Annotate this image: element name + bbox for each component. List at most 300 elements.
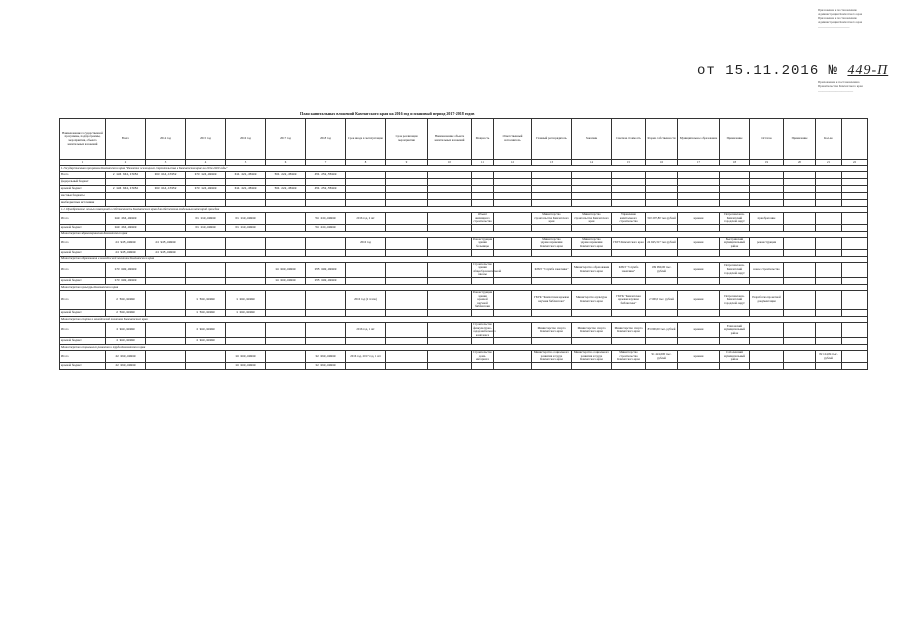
info-cell	[572, 249, 612, 256]
amount-cell: 2 500,00000	[106, 290, 146, 309]
info-cell	[494, 179, 532, 186]
amount-cell: 373 124,00000	[186, 172, 226, 179]
amount-cell	[306, 338, 346, 345]
info-cell: Министерство строительства Камчатского края	[572, 213, 612, 225]
amount-cell: 180 464,00000	[106, 224, 146, 231]
info-cell	[346, 277, 386, 284]
info-cell	[494, 186, 532, 193]
info-cell	[428, 186, 472, 193]
amount-cell: 1 500,00000	[186, 309, 226, 316]
info-cell	[784, 237, 816, 249]
info-cell: Министерство спорта Камчатского края	[612, 322, 646, 337]
info-cell	[494, 200, 532, 207]
amount-cell	[186, 363, 226, 370]
amount-cell: 4 980,00000	[186, 322, 226, 337]
info-cell: краевая	[678, 262, 720, 277]
info-cell: 2016 год	[346, 237, 386, 249]
info-cell	[750, 309, 784, 316]
row-label: Итого	[60, 322, 106, 337]
info-cell	[750, 172, 784, 179]
amount-cell	[226, 262, 266, 277]
info-cell: Строительство дома-интерната	[473, 350, 492, 362]
info-cell: 2016 год, 2 шт	[346, 213, 386, 225]
info-cell: КГКУ "Служба заказчика"	[532, 262, 572, 277]
info-cell	[494, 290, 532, 309]
info-cell	[346, 186, 386, 193]
info-cell	[784, 213, 816, 225]
row-label: краевой бюджет	[60, 363, 106, 370]
amount-cell: 4 980,00000	[106, 322, 146, 337]
row-label: Итого	[60, 237, 106, 249]
info-cell: 2016 год (2 этапа)	[346, 290, 386, 309]
info-cell	[720, 363, 750, 370]
info-cell: 83 000,00 тыс. рублей	[646, 322, 678, 337]
info-cell	[720, 338, 750, 345]
info-cell	[784, 363, 816, 370]
info-cell	[612, 200, 646, 207]
amount-cell: 58 244,00000	[306, 213, 346, 225]
info-cell: Министерство здравоохранения Камчатского края	[572, 237, 612, 249]
amount-cell	[146, 179, 186, 186]
amount-cell	[146, 351, 186, 363]
info-cell	[472, 309, 494, 316]
info-cell	[646, 172, 678, 179]
amount-cell: 61 110,00000	[226, 213, 266, 225]
table-row	[60, 262, 868, 277]
table-row	[60, 186, 868, 193]
info-cell	[816, 179, 842, 186]
info-cell: Министерство спорта Камчатского края	[532, 322, 572, 337]
column-number: 3	[146, 160, 186, 166]
info-cell	[750, 338, 784, 345]
info-cell	[750, 193, 784, 200]
info-cell: краевая	[678, 237, 720, 249]
info-cell: 82 124,84 тыс. рублей	[816, 351, 842, 363]
amount-cell	[266, 249, 306, 256]
table-row	[60, 290, 868, 309]
info-cell	[428, 200, 472, 207]
amount-cell	[266, 200, 306, 207]
info-cell: краевая	[678, 351, 720, 363]
info-cell: Управление капитального строительства	[612, 213, 646, 225]
info-cell	[346, 363, 386, 370]
amount-cell	[146, 193, 186, 200]
row-label: Итого	[60, 351, 106, 363]
info-cell	[612, 179, 646, 186]
table-row	[60, 172, 868, 179]
info-cell	[720, 277, 750, 284]
decree-date: от 15.11.2016 №	[697, 63, 839, 79]
info-cell	[428, 277, 472, 284]
column-number: 16	[646, 160, 678, 166]
info-cell	[472, 338, 494, 345]
info-cell	[678, 224, 720, 231]
table-row	[60, 213, 868, 225]
stamp-sub-line: Приложение к постановлению	[818, 80, 860, 84]
column-header: Наименование государственной программы, подпрограммы, мероприятия, объекта капитальных вложений	[60, 119, 106, 160]
info-cell	[678, 179, 720, 186]
corner-note-line: Приложение к постановлению	[818, 16, 858, 20]
info-cell: приобретение	[750, 213, 784, 225]
info-cell: ГБУЗ Камчатского края	[612, 237, 646, 249]
column-number: 1	[60, 160, 106, 166]
row-label: Всего	[60, 172, 106, 179]
info-cell	[494, 351, 532, 363]
amount-cell: 1 500,00000	[186, 290, 226, 309]
info-cell	[572, 186, 612, 193]
column-header: Сметная стоимость	[612, 119, 646, 160]
info-cell: Министерство строительства Камчатского края	[612, 351, 646, 363]
info-cell	[428, 338, 472, 345]
column-header: Срок реализации мероприятия	[386, 119, 428, 160]
info-cell	[494, 363, 532, 370]
info-cell	[816, 363, 842, 370]
column-header: Срок ввода в эксплуатацию	[346, 119, 386, 160]
amount-cell	[266, 322, 306, 337]
info-cell	[646, 338, 678, 345]
section-heading: Министерство здравоохранения Камчатского края	[60, 231, 868, 237]
info-cell	[428, 290, 472, 309]
column-header: Всего	[106, 119, 146, 160]
info-cell	[428, 351, 472, 363]
info-cell	[646, 193, 678, 200]
info-cell: Министерство спорта Камчатского края	[572, 322, 612, 337]
amount-cell	[146, 200, 186, 207]
info-cell	[494, 322, 532, 337]
amount-cell: 32 090,00000	[306, 351, 346, 363]
amount-cell	[146, 322, 186, 337]
info-cell	[572, 193, 612, 200]
info-cell: Министерство образования Камчатского края	[572, 262, 612, 277]
info-cell	[532, 277, 572, 284]
column-header: Ответственный исполнитель	[494, 119, 532, 160]
amount-cell: 61 110,00000	[226, 224, 266, 231]
table-row	[60, 322, 868, 337]
column-header: Форма собственности	[646, 119, 678, 160]
info-cell	[346, 193, 386, 200]
info-cell: новое строительство	[750, 262, 784, 277]
table-row	[60, 193, 868, 200]
info-cell	[784, 338, 816, 345]
row-label: Итого	[60, 213, 106, 225]
amount-cell	[186, 237, 226, 249]
info-cell	[428, 262, 472, 277]
row-label: Итого	[60, 262, 106, 277]
decree-stamp	[697, 63, 888, 79]
info-cell	[472, 249, 494, 256]
amount-cell: 561 222,45000	[266, 172, 306, 179]
corner-note-line: Приложение к постановлению	[818, 8, 858, 12]
info-cell	[842, 351, 868, 363]
info-cell	[494, 237, 532, 249]
info-cell	[646, 200, 678, 207]
info-cell	[494, 249, 532, 256]
amount-cell	[266, 213, 306, 225]
capital-investment-table	[59, 118, 868, 370]
info-cell	[816, 237, 842, 249]
info-cell	[386, 249, 428, 256]
info-cell	[784, 172, 816, 179]
section-heading: Министерство образования и молодежной политики Камчатского края	[60, 256, 868, 262]
info-cell: Министерство культуры Камчатского края	[572, 290, 612, 309]
info-cell	[494, 277, 532, 284]
info-cell: Строительство физкультурно-оздоровительного комплекса	[473, 321, 496, 337]
info-cell	[386, 179, 428, 186]
column-header: 2015 год	[186, 119, 226, 160]
info-cell	[428, 172, 472, 179]
amount-cell	[186, 179, 226, 186]
amount-cell	[266, 290, 306, 309]
info-cell: ГБУК "Камчатская краевая научная библиотека"	[532, 290, 572, 309]
info-cell: краевая	[678, 213, 720, 225]
info-cell	[494, 338, 532, 345]
info-cell	[842, 193, 868, 200]
info-cell	[646, 179, 678, 186]
info-cell	[572, 363, 612, 370]
amount-cell	[226, 277, 266, 284]
info-cell	[842, 309, 868, 316]
amount-cell: 611 421,45000	[226, 172, 266, 179]
info-cell	[784, 277, 816, 284]
info-cell	[784, 186, 816, 193]
table-row	[60, 277, 868, 284]
column-number: 20	[784, 160, 816, 166]
info-cell	[750, 363, 784, 370]
info-cell	[346, 262, 386, 277]
info-cell	[386, 186, 428, 193]
info-cell	[572, 172, 612, 179]
info-cell	[386, 172, 428, 179]
info-cell: 91 424,000 тыс. рублей	[646, 351, 678, 363]
amount-cell: 173 000,00000	[106, 277, 146, 284]
info-cell: Елизовский муниципальный район	[720, 322, 750, 337]
info-cell	[842, 277, 868, 284]
amount-cell	[226, 322, 266, 337]
info-cell	[646, 224, 678, 231]
amount-cell	[186, 200, 226, 207]
info-cell	[494, 213, 532, 225]
info-cell	[428, 309, 472, 316]
column-header: Главный распорядитель	[532, 119, 572, 160]
info-cell	[428, 237, 472, 249]
amount-cell	[306, 237, 346, 249]
info-cell	[720, 172, 750, 179]
info-cell	[678, 200, 720, 207]
table-row	[60, 179, 868, 186]
info-cell: Министерство здравоохранения Камчатского края	[532, 237, 572, 249]
amount-cell	[306, 193, 346, 200]
amount-cell: 2 500,00000	[106, 309, 146, 316]
amount-cell	[266, 193, 306, 200]
corner-note-line: Администрации Камчатского края	[818, 12, 862, 16]
amount-cell	[146, 363, 186, 370]
info-cell: краевая	[678, 290, 720, 309]
corner-note-line: _____________________	[818, 24, 850, 28]
amount-cell	[186, 262, 226, 277]
amount-cell: 18 000,00000	[266, 277, 306, 284]
info-cell	[750, 351, 784, 363]
amount-cell	[106, 200, 146, 207]
column-header: Примечание	[720, 119, 750, 160]
column-number: 13	[532, 160, 572, 166]
amount-cell	[146, 338, 186, 345]
info-cell	[842, 179, 868, 186]
info-cell	[842, 172, 868, 179]
info-cell	[646, 309, 678, 316]
amount-cell: 2 186 664,17052	[106, 186, 146, 193]
info-cell	[386, 213, 428, 225]
column-number: 21	[816, 160, 842, 166]
amount-cell	[306, 200, 346, 207]
info-cell	[678, 249, 720, 256]
amount-cell	[266, 338, 306, 345]
amount-cell: 155 000,00000	[306, 262, 346, 277]
row-label: Итого	[60, 290, 106, 309]
info-cell	[720, 200, 750, 207]
info-cell	[346, 249, 386, 256]
info-cell	[428, 193, 472, 200]
column-header: Мощность	[472, 119, 494, 160]
amount-cell	[226, 237, 266, 249]
info-cell	[386, 338, 428, 345]
info-cell	[750, 200, 784, 207]
info-cell: Реконструкция здания краевой научной библиотеки	[473, 289, 493, 309]
info-cell	[494, 309, 532, 316]
info-cell: Министерство строительства Камчатского края	[532, 213, 572, 225]
info-cell	[532, 338, 572, 345]
info-cell	[386, 363, 428, 370]
info-cell	[532, 249, 572, 256]
amount-cell: 24 945,00000	[146, 237, 186, 249]
info-cell	[816, 322, 842, 337]
info-cell	[784, 179, 816, 186]
info-cell	[532, 224, 572, 231]
table-row	[60, 200, 868, 207]
info-cell	[750, 249, 784, 256]
info-cell: КГКУ "Служба заказчика"	[612, 262, 646, 277]
amount-cell	[306, 322, 346, 337]
section-heading: Министерство культуры Камчатского края	[60, 284, 868, 290]
row-label: краевой бюджет	[60, 249, 106, 256]
info-cell	[612, 338, 646, 345]
column-header: Кол-во	[816, 119, 842, 160]
info-cell: Строительство здания общеобразовательной школы	[473, 261, 502, 277]
section-heading: Министерство спорта и молодежной политики Камчатского края	[60, 316, 868, 322]
info-cell	[346, 224, 386, 231]
info-cell	[842, 200, 868, 207]
info-cell	[842, 224, 868, 231]
info-cell	[750, 224, 784, 231]
amount-cell	[146, 262, 186, 277]
info-cell	[784, 200, 816, 207]
info-cell	[842, 363, 868, 370]
info-cell	[720, 309, 750, 316]
column-number: 6	[266, 160, 306, 166]
info-cell	[572, 309, 612, 316]
column-number: 4	[186, 160, 226, 166]
info-cell: Соболевский муниципальный район	[720, 351, 750, 363]
stamp-sub-line: ______________________	[818, 88, 854, 92]
amount-cell	[186, 193, 226, 200]
info-cell	[750, 179, 784, 186]
row-label: краевой бюджет	[60, 338, 106, 345]
info-cell	[750, 277, 784, 284]
info-cell	[346, 309, 386, 316]
amount-cell	[266, 224, 306, 231]
column-number: 15	[612, 160, 646, 166]
amount-cell: 42 090,00000	[106, 351, 146, 363]
amount-cell	[146, 290, 186, 309]
section-heading: Министерство социального развития и труда Камчатского края	[60, 345, 868, 351]
section-heading: 1.1. Приобретение жилых помещений в собственность Камчатского края для обеспечения отдельных категорий граждан	[60, 207, 868, 213]
column-number: 19	[750, 160, 784, 166]
table-row	[60, 237, 868, 249]
info-cell	[842, 262, 868, 277]
amount-cell	[266, 363, 306, 370]
table-row	[60, 309, 868, 316]
info-cell	[816, 186, 842, 193]
info-cell	[646, 277, 678, 284]
info-cell	[346, 338, 386, 345]
info-cell	[784, 224, 816, 231]
amount-cell	[226, 249, 266, 256]
info-cell	[428, 179, 472, 186]
info-cell: 2016 год, 1 шт	[346, 322, 386, 337]
info-cell	[428, 224, 472, 231]
row-label: краевой бюджет	[60, 277, 106, 284]
info-cell: Реконструкция здания больницы	[473, 236, 493, 248]
column-number: 5	[226, 160, 266, 166]
amount-cell: 1 000,00000	[226, 290, 266, 309]
amount-cell: 363 014,17052	[146, 172, 186, 179]
info-cell	[472, 193, 494, 200]
row-label: внебюджетные источники	[60, 200, 106, 207]
info-cell	[346, 200, 386, 207]
info-cell	[646, 363, 678, 370]
info-cell: Министерство социального развития и труда Камчатского края	[532, 351, 572, 363]
row-label: местные бюджеты	[60, 193, 106, 200]
info-cell	[428, 322, 472, 337]
column-number: 2	[106, 160, 146, 166]
amount-cell: 58 244,00000	[306, 224, 346, 231]
amount-cell	[266, 237, 306, 249]
info-cell	[678, 277, 720, 284]
info-cell	[386, 277, 428, 284]
info-cell	[816, 277, 842, 284]
info-cell	[386, 200, 428, 207]
row-label: краевой бюджет	[60, 224, 106, 231]
column-number: 11	[472, 160, 494, 166]
amount-cell: 373 124,00000	[186, 186, 226, 193]
info-cell	[472, 224, 494, 231]
amount-cell	[146, 277, 186, 284]
column-number: 17	[678, 160, 720, 166]
info-cell: 24 945,317 тыс.рублей	[646, 237, 678, 249]
info-cell	[572, 224, 612, 231]
column-header: 2018 год	[306, 119, 346, 160]
info-cell	[472, 363, 494, 370]
info-cell	[816, 224, 842, 231]
info-cell: 2016 год, 2017 год, 1 шт	[346, 351, 386, 363]
column-number: 8	[346, 160, 386, 166]
info-cell: Петропавловск-Камчатский городской округ	[720, 213, 750, 225]
info-cell	[678, 338, 720, 345]
info-cell: Министерство социального развития и труда Камчатского края	[572, 351, 612, 363]
column-header: 2014 год	[146, 119, 186, 160]
table-row	[60, 338, 868, 345]
column-header: Муниципальное образование	[678, 119, 720, 160]
info-cell	[428, 213, 472, 225]
